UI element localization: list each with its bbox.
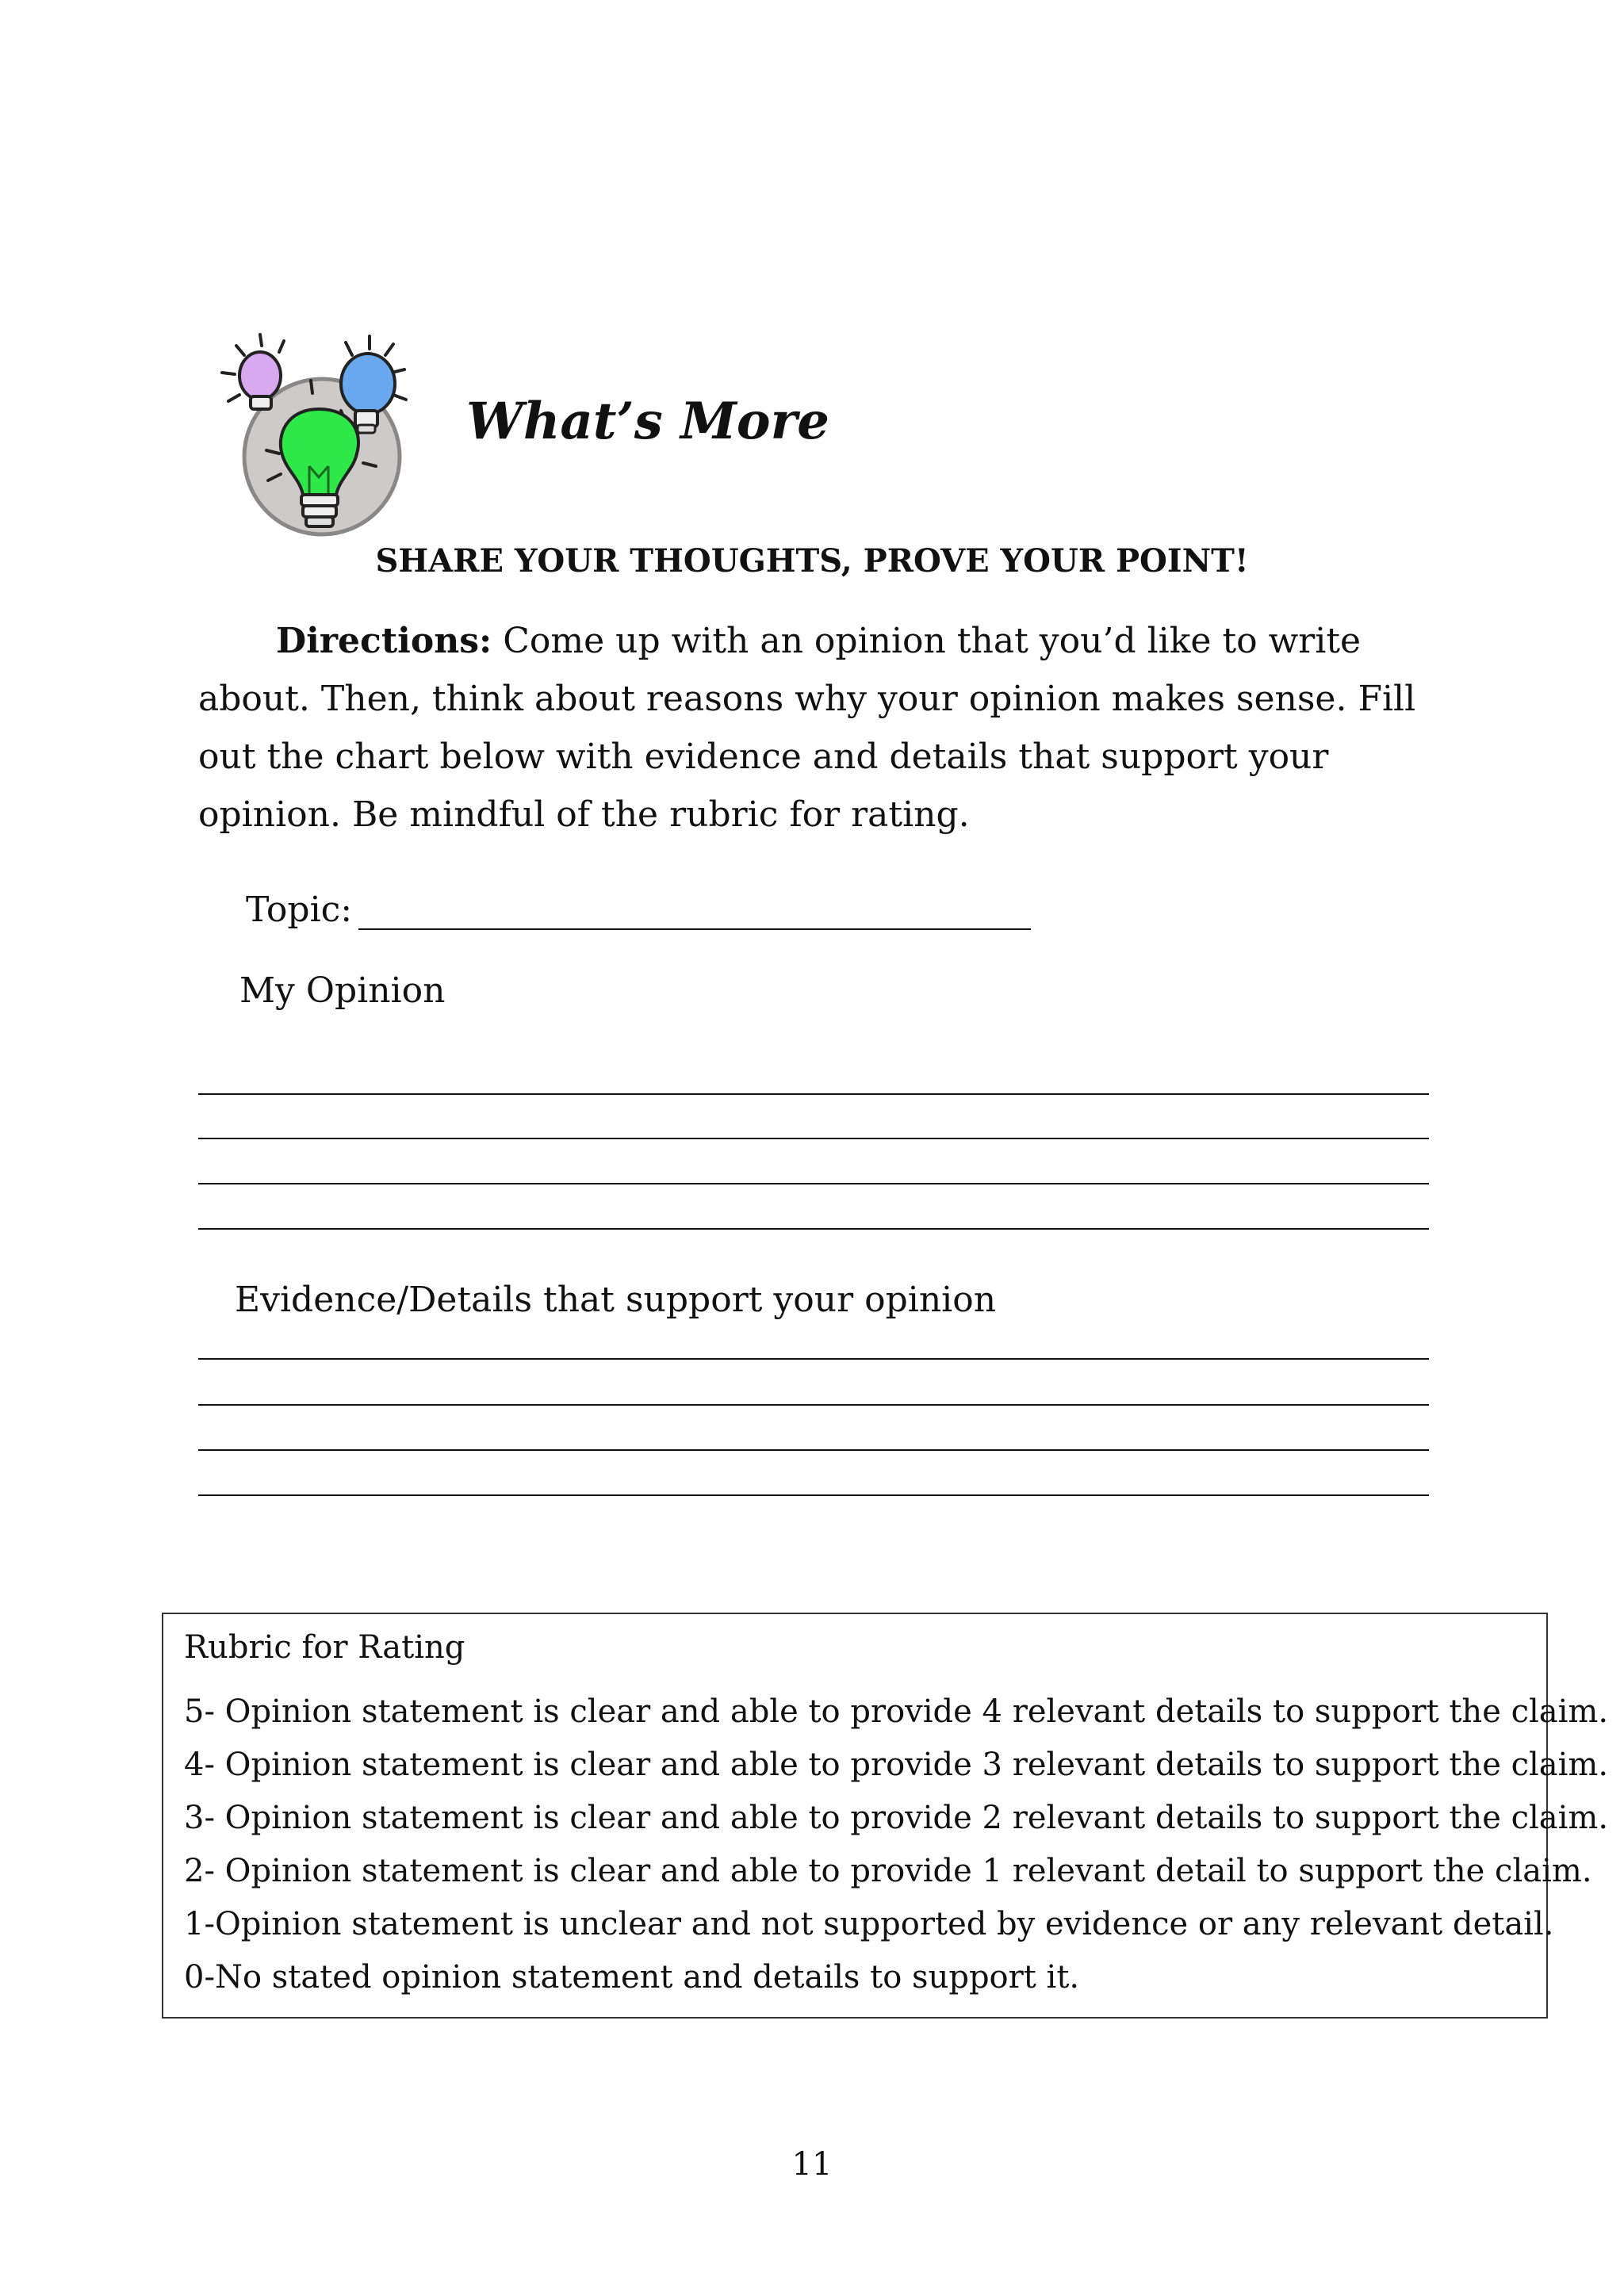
directions-label: Directions:	[276, 621, 492, 661]
activity-title: SHARE YOUR THOUGHTS, PROVE YOUR POINT!	[375, 542, 1249, 580]
opinion-answer-line[interactable]	[198, 1138, 1429, 1139]
evidence-answer-line[interactable]	[198, 1449, 1429, 1451]
rubric-box	[162, 1613, 1609, 2019]
page-number: 11	[791, 2146, 833, 2183]
evidence-label: Evidence/Details that support your opinion	[235, 1280, 997, 1320]
rubric-item: 1-Opinion statement is unclear and not supported by evidence or any relevant detail.	[184, 1906, 1554, 1942]
rubric-item: 0-No stated opinion statement and details to support it.	[184, 1959, 1080, 1996]
rubric-item: 5- Opinion statement is clear and able to provide 4 relevant details to support the claim.	[184, 1693, 1609, 1730]
rubric-item: 3- Opinion statement is clear and able to provide 2 relevant details to support the claim.	[184, 1800, 1609, 1836]
opinion-label: My Opinion	[239, 970, 446, 1011]
evidence-answer-line[interactable]	[198, 1358, 1429, 1360]
opinion-answer-line[interactable]	[198, 1183, 1429, 1184]
opinion-answer-line[interactable]	[198, 1228, 1429, 1230]
section-title: What’s More	[466, 392, 829, 451]
opinion-answer-line[interactable]	[198, 1093, 1429, 1095]
evidence-answer-line[interactable]	[198, 1404, 1429, 1406]
evidence-answer-line[interactable]	[198, 1494, 1429, 1496]
rubric-item: 4- Opinion statement is clear and able to provide 3 relevant details to support the claim.	[184, 1747, 1609, 1783]
topic-label: Topic:	[246, 890, 353, 930]
rubric-title: Rubric for Rating	[184, 1629, 465, 1666]
rubric-item: 2- Opinion statement is clear and able to provide 1 relevant detail to support the claim.	[184, 1853, 1592, 1889]
directions	[198, 612, 1435, 844]
topic-answer-line[interactable]	[358, 928, 1031, 930]
lightbulbs-icon	[220, 331, 419, 545]
directions-text: Come up with an opinion that you’d like to write about. Then, think about reasons why your opinion makes sense. Fill out the chart below with evidence and details that support your opinion. Be mindful of the rubric for rating.	[198, 621, 1416, 835]
